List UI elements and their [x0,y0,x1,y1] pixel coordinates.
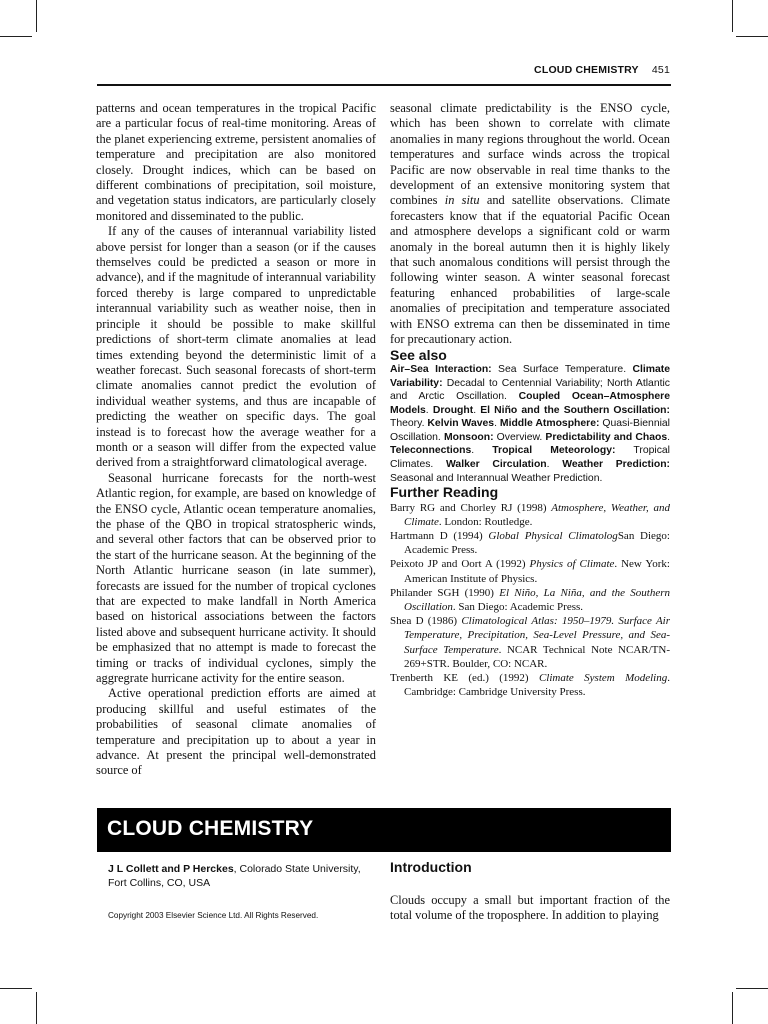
reference-text: . New York: American Institute of Physics. [404,558,670,585]
see-also-link[interactable]: Coupled Ocean–Atmosphere Models [390,391,670,416]
reference-title: Global Physical Climatolog [488,530,618,543]
crop-mark [0,988,32,989]
page-number: 451 [651,64,670,76]
crop-mark [36,0,37,32]
see-also-list [390,363,670,485]
body-paragraph: patterns and ocean temperatures in the tropical Pacific are a particular focus of real-time monitoring. Areas of the planet experiencing extreme, persistent anomalies of temperature and precipitation are also monitored closely. Drought indices, which can be based on different combinations of precipitation, soil moisture, and vegetation status indicators, are particularly closely monitored and disseminated to the public. [96,101,376,223]
see-also-text: Decadal to Centennial Variability; North Atlantic and Arctic Oscillation. [390,377,670,403]
introduction-heading: Introduction [390,859,472,875]
body-text: and satellite observations. Climate forecasters know that if the equatorial Pacific Ocean and atmosphere develops a significant cold or warm anomaly in the boreal autumn then it is highly likely that such anomalous conditions will persist through the following winter season. A winter seasonal forecast featuring enhanced probabilities of large-scale anomalies of precipitation and temperature associated with ENSO extrema can then be disseminated in time for precautionary action. [390,193,670,347]
see-also-text: . [471,445,493,457]
reference-item [390,671,670,699]
crop-mark [0,36,32,37]
reference-text: San Diego: Academic Press. [404,530,670,557]
reference-item [390,501,670,529]
reference-title: Climatological Atlas: 1950–1979. Surface Air Temperature, Precipitation, Sea-Level Pressure, and Sea-Surface Temperature [404,615,670,656]
chapter-title-band [97,808,671,852]
crop-mark [732,0,733,32]
reference-item [390,529,670,557]
body-paragraph [390,101,670,348]
left-column [96,101,376,779]
see-also-text: . [546,459,563,471]
right-column [390,101,670,700]
copyright-notice: Copyright 2003 Elsevier Science Ltd. All Rights Reserved. [108,911,319,920]
body-paragraph: Active operational prediction efforts are aimed at producing skillful and useful estimates of the probabilities of seasonal climate anomalies of temperature and precipitation up to about a year in advance. At present the principal well-demonstrated source of [96,686,376,778]
body-italic: in situ [444,193,480,208]
crop-mark [732,992,733,1024]
see-also-link[interactable]: Monsoon: [443,431,494,443]
author-affiliation [108,862,380,890]
see-also-text: Theory. [390,418,428,430]
see-also-link[interactable]: Climate Variability: [390,363,671,389]
see-also-text: Sea Surface Temperature. [491,363,633,375]
reference-title: Atmosphere, Weather, and Climate [404,501,670,528]
running-head [98,64,670,76]
reference-text: . Cambridge: Cambridge University Press. [404,672,670,699]
reference-text: . London: Routledge. [438,515,533,528]
reference-item [390,586,670,614]
reference-item [390,557,670,585]
author-names: J L Collett and P Herckes [108,863,234,875]
reference-title: El Niño, La Niña, and the Southern Oscillation [404,586,670,614]
reference-text: . San Diego: Academic Press. [452,601,584,614]
body-paragraph: If any of the causes of interannual variability listed above persist for longer than a season (or if the causes themselves could be predicted a season or more in advance), and if the magnitude of interannual variability forced thereby is large compared to unpredictable interannual variability such as weather noise, then in principle it should be possible to make skillful predictions of short-term climate anomalies at lead times extending beyond the deterministic limit of a weather forecast. Such seasonal forecasts of short-term climate anomalies cannot predict the evolution of individual weather systems, and thus are incapable of predicting the weather on specific days. The goal instead is to forecast how the average weather for a month or a season will differ from the expected value derived from a straightforward climatological average. [96,224,376,470]
see-also-text: Seasonal and Interannual Weather Prediction. [390,472,603,484]
crop-mark [736,36,768,37]
reference-text: Trenberth KE (ed.) (1992) [390,672,539,685]
reference-list [390,501,670,700]
reference-text: Barry RG and Chorley RJ (1998) [390,501,552,514]
see-also-link[interactable]: Walker Circulation [446,459,547,471]
see-also-text: Tropical Climates. [390,445,670,471]
body-paragraph: Seasonal hurricane forecasts for the north-west Atlantic region, for example, are based on knowledge of the ENSO cycle, Atlantic ocean temperature anomalies, the phase of the QBO in tropical stratospheric winds, and several other factors that can be observed prior to the start of the hurricane season. At the beginning of the North Atlantic hurricane season (in late summer), forecasts are issued for the number of tropical cyclones that are expected to make landfall in North America based on historical associations between the factors listed above and subsequent hurricane activity. It should be emphasized that no attempt is made to forecast the timing or tracks of individual cyclones, simply the aggregrate hurricane activity for the entire season. [96,470,376,686]
see-also-link[interactable]: Air–Sea Interaction: [390,363,492,375]
header-rule [97,84,671,86]
crop-mark [736,988,768,989]
see-also-link[interactable]: El Niño and the Southern Oscillation: [480,404,670,416]
reference-text: Shea D (1986) [390,615,462,628]
see-also-heading: See also [390,346,447,363]
crop-mark [36,992,37,1024]
running-head-title: CLOUD CHEMISTRY [534,64,639,76]
see-also-text: Overview. [493,431,546,443]
reference-item [390,614,670,671]
see-also-link[interactable]: Kelvin Waves [427,418,495,430]
introduction-paragraph: Clouds occupy a small but important fraction of the total volume of the troposphere. In addition to playing [390,893,670,923]
reference-text: Philander SGH (1990) [390,586,500,599]
see-also-text: Quasi-Biennial Oscillation. [390,418,670,443]
reference-text: Peixoto JP and Oort A (1992) [390,558,530,571]
see-also-text: . [425,404,433,416]
reference-title: Climate System Modeling [538,672,668,685]
see-also-link[interactable]: Drought [432,404,474,416]
body-text: seasonal climate predictability is the ENSO cycle, which has been shown to correlate with climate anomalies in many regions throughout the world. Ocean temperatures and surface winds across the tropical Pacific are now observable in real time thanks to the development of an extensive monitoring system that combines [390,101,670,208]
further-reading-heading: Further Reading [390,484,499,501]
see-also-text: . [494,418,500,430]
see-also-link[interactable]: Middle Atmosphere: [499,418,600,430]
see-also-text: . [667,431,670,443]
reference-text: Hartmann D (1994) [390,530,489,543]
reference-text: . NCAR Technical Note NCAR/TN-269+STR. Boulder, CO: NCAR. [404,643,670,670]
reference-title: Physics of Climate [529,558,615,571]
see-also-link[interactable]: Teleconnections [390,445,472,457]
see-also-link[interactable]: Weather Prediction: [562,459,670,471]
see-also-link[interactable]: Tropical Meteorology: [492,445,616,457]
chapter-title: CLOUD CHEMISTRY [107,817,314,840]
affiliation-text: , Colorado State University, Fort Collins, CO, USA [108,863,361,889]
see-also-link[interactable]: Predictability and Chaos [545,431,668,443]
see-also-text: . [473,404,481,416]
